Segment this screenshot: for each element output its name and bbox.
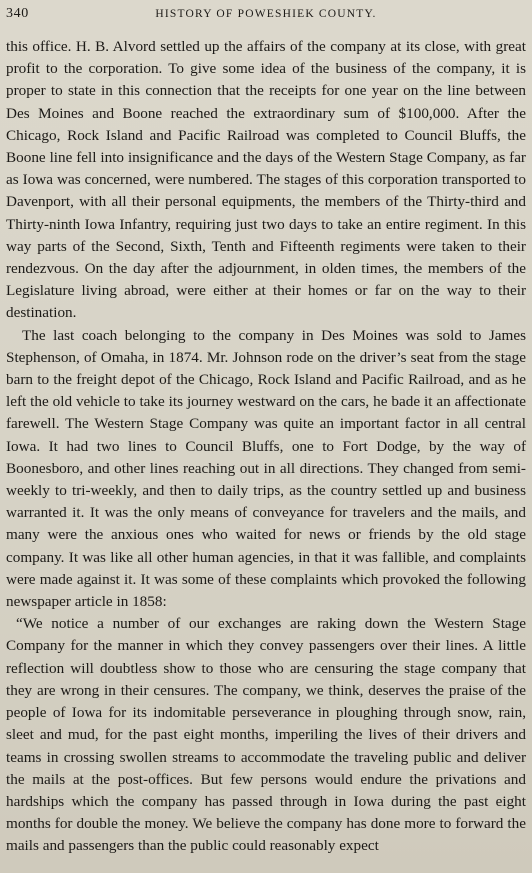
page-header — [6, 0, 526, 25]
paragraph-newspaper-quote: “We notice a number of our exchanges are raking down the Western Stage Company for the manner in which they convey passengers over their lines. A little reflection will doubtless show to those who are censuring the stage company that they are wrong in their censures. The company, we think, deserves the praise of the people of Iowa for its indomitable perseverance in ploughing through snow, rain, sleet and mud, for the past eight months, imperiling the lives of their drivers and teams in crossing swollen streams to accommodate the traveling public and deliver the mails at the post-offices. But few persons would endure the privations and hardships which the company has passed through in Iowa during the past eight months for double the money. We believe the company has done more to forward the mails and passengers than the public could reasonably expect — [6, 615, 526, 855]
paragraph-continued: this office. H. B. Alvord settled up the affairs of the company at its close, with great profit to the corporation. To give some idea of the business of the company, it is proper to state in this connection that the receipts for one year on the line between Des Moines and Boone reached the extraordinary sum of $100,000. After the Chicago, Rock Island and Pacific Railroad was completed to Council Bluffs, the Boone line fell into insignificance and the days of the Western Stage Company, as far as Iowa was concerned, were numbered. The stages of this corporation transported to Davenport, with all their personal equipments, the members of the Thirty-third and Thirty-ninth Iowa Infantry, requiring just two days to take an entire regiment. In this way parts of the Second, Sixth, Tenth and Fifteenth regiments were taken to their rendezvous. On the day after the adjournment, in olden times, the members of the Legislature living abroad, were either at their homes or far on the way to their destination. — [6, 38, 526, 322]
paragraph-last-coach: The last coach belonging to the company in Des Moines was sold to James Stephenson, of Omaha, in 1874. Mr. Johnson rode on the driver’s seat from the stage barn to the freight depot of the Chicago, Rock Island and Pacific Railroad, and as he left the old vehicle to take its journey westward on the cars, he bade it an affectionate farewell. The Western Stage Company was quite an important factor in all central Iowa. It had two lines to Council Bluffs, one to Fort Dodge, by the way of Boonesboro, and other lines reaching out in all directions. They changed from semi-weekly to tri-weekly, and then to daily trips, as the country settled up and business warranted it. It was the only means of conveyance for travelers and the mails, and many were the anxious ones who waited for news or friends by the old stage company. It was like all other human agencies, in that it was fallible, and complaints were made against it. It was some of these complaints which provoked the following newspaper article in 1858: — [6, 326, 526, 611]
running-head: HISTORY OF POWESHIEK COUNTY. — [155, 8, 377, 20]
body-text — [6, 36, 526, 858]
page-number: 340 — [6, 6, 29, 21]
